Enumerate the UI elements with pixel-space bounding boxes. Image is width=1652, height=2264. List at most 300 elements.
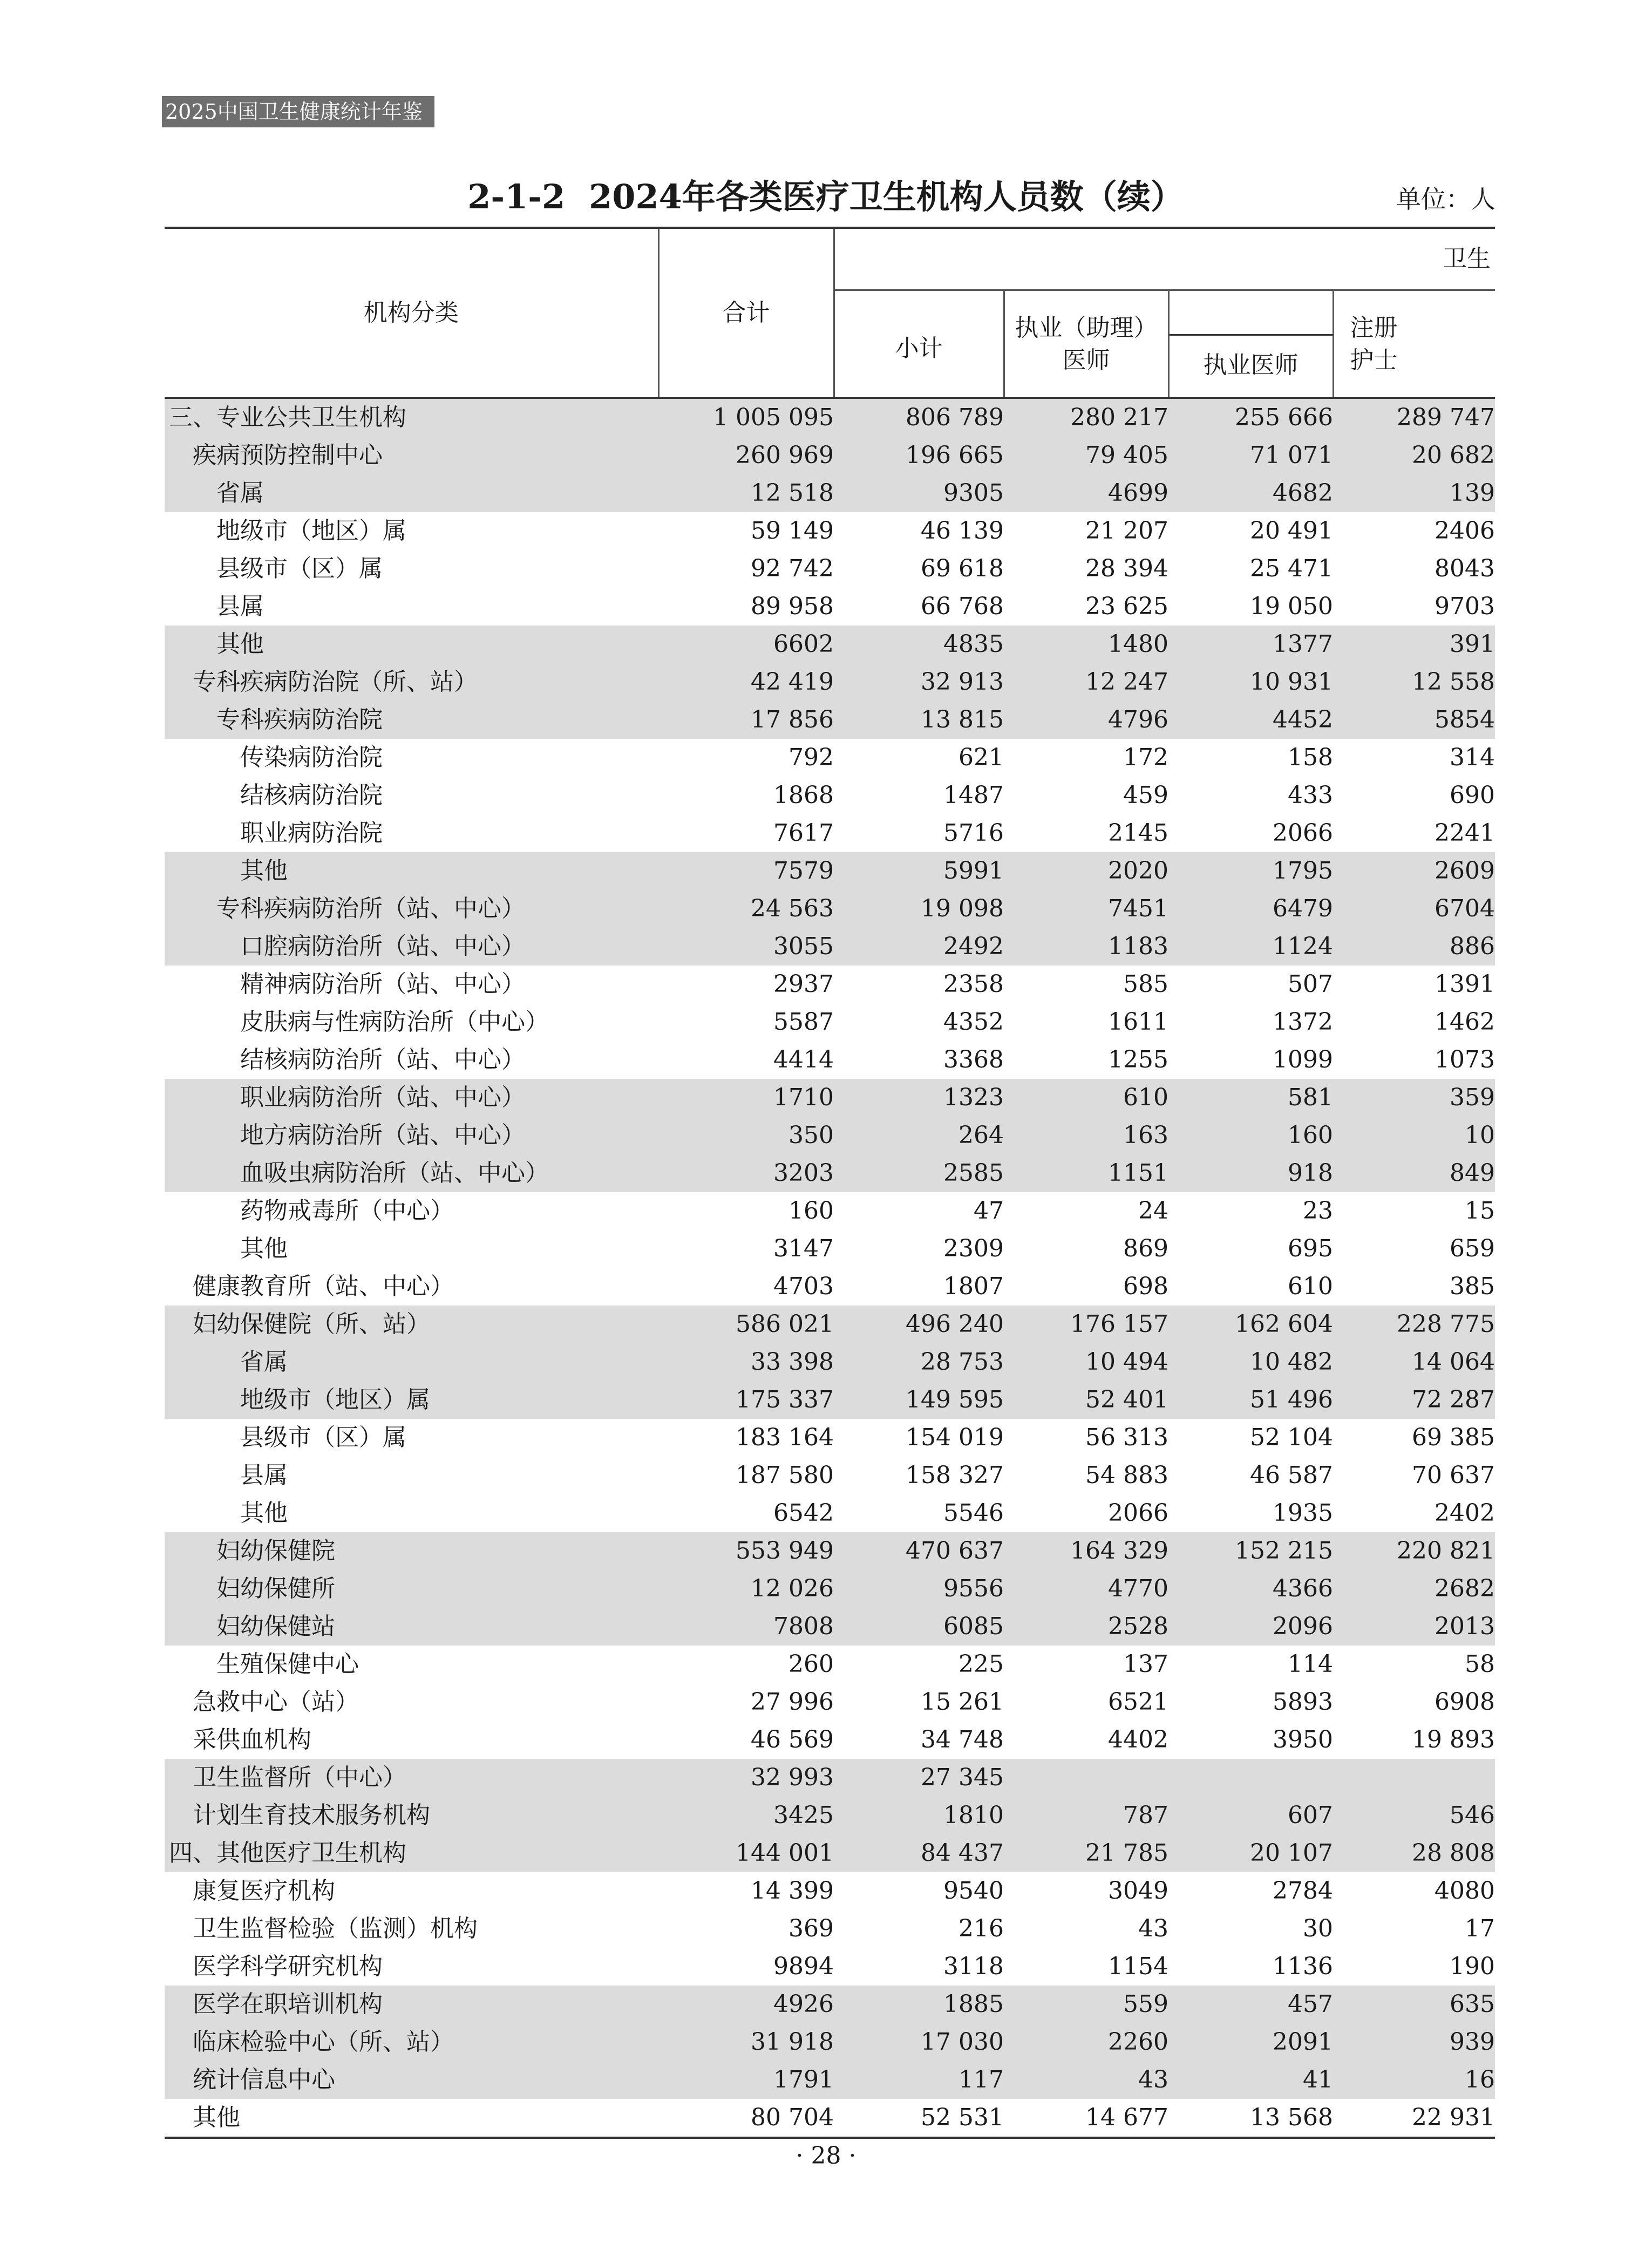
cell-subtotal: 13 815 <box>834 701 1004 739</box>
cell-licensed-physician: 4682 <box>1168 474 1333 512</box>
cell-physician: 4770 <box>1004 1570 1168 1608</box>
cell-licensed-physician: 4452 <box>1168 701 1333 739</box>
cell-total: 80 704 <box>658 2099 834 2138</box>
cell-total: 1868 <box>773 781 834 809</box>
row-category: 皮肤病与性病防治所（中心） <box>240 1008 549 1036</box>
table-row <box>165 1721 1495 1759</box>
cell-physician: 2260 <box>1004 2023 1168 2061</box>
row-category: 采供血机构 <box>193 1726 311 1753</box>
cell-physician: 280 217 <box>1004 398 1168 437</box>
row-category: 省属 <box>165 1343 658 1381</box>
cell-subtotal: 117 <box>834 2061 1004 2099</box>
cell-nurse: 190 <box>1450 1953 1495 1980</box>
cell-physician: 1154 <box>1108 1953 1168 1980</box>
cell-licensed-physician: 610 <box>1288 1273 1333 1300</box>
cell-subtotal: 806 789 <box>834 398 1004 437</box>
cell-total: 7579 <box>658 852 834 890</box>
cell-subtotal: 46 139 <box>921 517 1004 545</box>
row-category: 医学在职培训机构 <box>165 1986 658 2023</box>
cell-subtotal: 9540 <box>943 1877 1004 1905</box>
cell-total: 89 958 <box>751 593 834 620</box>
cell-nurse: 1391 <box>1435 970 1495 998</box>
cell-licensed-physician: 918 <box>1168 1154 1333 1192</box>
cell-licensed-physician: 114 <box>1288 1650 1333 1678</box>
cell-nurse: 70 637 <box>1412 1461 1495 1489</box>
row-category: 医学科学研究机构 <box>193 1953 383 1980</box>
cell-physician: 559 <box>1004 1986 1168 2023</box>
cell-licensed-physician: 1935 <box>1273 1499 1333 1527</box>
cell-total: 4926 <box>658 1986 834 2023</box>
row-category: 结核病防治院 <box>240 781 383 809</box>
table-row <box>165 1683 1495 1721</box>
cell-subtotal: 84 437 <box>834 1834 1004 1872</box>
cell-total: 4703 <box>773 1273 834 1300</box>
cell-total: 7617 <box>773 819 834 847</box>
table-row <box>165 1381 1495 1419</box>
row-category: 省属 <box>165 474 658 512</box>
cell-licensed-physician: 1372 <box>1273 1008 1333 1036</box>
cell-nurse: 6704 <box>1333 890 1495 928</box>
cell-physician: 610 <box>1004 1079 1168 1117</box>
cell-licensed-physician: 255 666 <box>1168 398 1333 437</box>
row-category: 卫生监督检验（监测）机构 <box>193 1915 478 1942</box>
cell-physician: 459 <box>1123 781 1168 809</box>
row-category: 专科疾病防治院 <box>165 701 658 739</box>
cell-total: 7808 <box>658 1608 834 1646</box>
cell-subtotal: 2585 <box>834 1154 1004 1192</box>
header-health-group: 卫生 <box>834 228 1495 290</box>
cell-licensed-physician: 152 215 <box>1168 1532 1333 1570</box>
cell-licensed-physician: 41 <box>1168 2061 1333 2099</box>
cell-physician: 176 157 <box>1004 1306 1168 1343</box>
row-category: 结核病防治所（站、中心） <box>240 1046 525 1073</box>
cell-nurse: 9703 <box>1435 593 1495 620</box>
row-category: 临床检验中心（所、站） <box>165 2023 658 2061</box>
cell-total: 1791 <box>658 2061 834 2099</box>
cell-nurse: 546 <box>1333 1797 1495 1834</box>
cell-nurse: 22 931 <box>1333 2099 1495 2138</box>
cell-physician: 1183 <box>1004 928 1168 966</box>
cell-nurse: 16 <box>1333 2061 1495 2099</box>
cell-licensed-physician: 158 <box>1288 744 1333 771</box>
cell-nurse: 220 821 <box>1333 1532 1495 1570</box>
cell-total: 17 856 <box>658 701 834 739</box>
cell-physician: 43 <box>1004 2061 1168 2099</box>
cell-subtotal: 9556 <box>834 1570 1004 1608</box>
cell-nurse: 2406 <box>1435 517 1495 545</box>
table-row <box>165 739 1495 777</box>
cell-nurse: 15 <box>1465 1197 1495 1225</box>
table-row <box>165 2023 1495 2061</box>
cell-total: 183 164 <box>736 1424 834 1451</box>
cell-licensed-physician: 433 <box>1288 781 1333 809</box>
cell-subtotal: 4352 <box>943 1008 1004 1036</box>
cell-nurse: 2682 <box>1333 1570 1495 1608</box>
cell-licensed-physician: 30 <box>1303 1915 1333 1942</box>
table-row <box>165 1797 1495 1834</box>
row-category: 其他 <box>165 626 658 663</box>
table-row <box>165 437 1495 474</box>
row-category: 康复医疗机构 <box>193 1877 335 1905</box>
row-category: 其他 <box>240 1499 288 1527</box>
cell-licensed-physician: 52 104 <box>1250 1424 1333 1451</box>
cell-licensed-physician: 695 <box>1288 1235 1333 1262</box>
cell-nurse: 849 <box>1333 1154 1495 1192</box>
cell-nurse: 17 <box>1465 1915 1495 1942</box>
cell-physician: 1611 <box>1108 1008 1168 1036</box>
header-nurse-line2: 护士 <box>1350 346 1398 374</box>
cell-nurse: 28 808 <box>1333 1834 1495 1872</box>
row-category: 传染病防治院 <box>240 744 383 771</box>
cell-subtotal: 3368 <box>943 1046 1004 1073</box>
table-row <box>165 1948 1495 1986</box>
cell-subtotal: 1885 <box>834 1986 1004 2023</box>
cell-subtotal: 149 595 <box>834 1381 1004 1419</box>
cell-subtotal: 5716 <box>943 819 1004 847</box>
table-row <box>165 512 1495 550</box>
table-row <box>165 1494 1495 1532</box>
cell-licensed-physician: 1124 <box>1168 928 1333 966</box>
cell-subtotal: 1810 <box>834 1797 1004 1834</box>
cell-licensed-physician: 162 604 <box>1168 1306 1333 1343</box>
cell-licensed-physician: 19 050 <box>1250 593 1333 620</box>
row-category: 专科疾病防治院（所、站） <box>165 663 658 701</box>
row-category: 口腔病防治所（站、中心） <box>165 928 658 966</box>
cell-licensed-physician: 20 107 <box>1168 1834 1333 1872</box>
table-row <box>165 1079 1495 1117</box>
cell-total: 3147 <box>773 1235 834 1262</box>
table-row <box>165 1003 1495 1041</box>
cell-physician: 163 <box>1004 1117 1168 1154</box>
row-category: 其他 <box>165 852 658 890</box>
cell-licensed-physician: 1377 <box>1168 626 1333 663</box>
table-row <box>165 1834 1495 1872</box>
table-row <box>165 1192 1495 1230</box>
cell-total: 160 <box>788 1197 834 1225</box>
cell-subtotal: 154 019 <box>906 1424 1004 1451</box>
table-title <box>324 175 1328 219</box>
cell-subtotal: 158 327 <box>906 1461 1004 1489</box>
cell-total: 46 569 <box>751 1726 834 1753</box>
header-physician-line2: 医师 <box>1062 346 1110 374</box>
cell-nurse: 10 <box>1333 1117 1495 1154</box>
cell-physician: 56 313 <box>1085 1424 1168 1451</box>
cell-nurse: 1462 <box>1435 1008 1495 1036</box>
header-subtotal: 小计 <box>834 290 1004 398</box>
cell-nurse: 939 <box>1333 2023 1495 2061</box>
cell-total: 144 001 <box>658 1834 834 1872</box>
table-row <box>165 890 1495 928</box>
header-category: 机构分类 <box>165 228 658 398</box>
table-row <box>165 1570 1495 1608</box>
cell-subtotal: 34 748 <box>921 1726 1004 1753</box>
cell-nurse <box>1333 1759 1495 1797</box>
cell-physician: 54 883 <box>1085 1461 1168 1489</box>
cell-physician: 585 <box>1123 970 1168 998</box>
row-category: 统计信息中心 <box>165 2061 658 2099</box>
cell-nurse: 359 <box>1333 1079 1495 1117</box>
cell-physician: 1255 <box>1108 1046 1168 1073</box>
cell-total: 1 005 095 <box>658 398 834 437</box>
cell-licensed-physician: 6479 <box>1168 890 1333 928</box>
cell-licensed-physician: 20 491 <box>1250 517 1333 545</box>
cell-licensed-physician: 10 931 <box>1168 663 1333 701</box>
cell-nurse: 2241 <box>1435 819 1495 847</box>
cell-nurse: 289 747 <box>1333 398 1495 437</box>
table-row <box>165 928 1495 966</box>
cell-nurse: 886 <box>1333 928 1495 966</box>
cell-licensed-physician: 51 496 <box>1168 1381 1333 1419</box>
row-category: 专科疾病防治所（站、中心） <box>165 890 658 928</box>
cell-licensed-physician: 46 587 <box>1250 1461 1333 1489</box>
table-row <box>165 1646 1495 1683</box>
cell-subtotal: 264 <box>834 1117 1004 1154</box>
cell-total: 33 398 <box>658 1343 834 1381</box>
cell-nurse: 139 <box>1333 474 1495 512</box>
row-category: 急救中心（站） <box>193 1688 359 1716</box>
yearbook-header-label: 2025中国卫生健康统计年鉴 <box>162 96 434 127</box>
cell-licensed-physician: 1795 <box>1168 852 1333 890</box>
cell-physician: 2145 <box>1108 819 1168 847</box>
cell-subtotal: 3118 <box>943 1953 1004 1980</box>
row-category: 地级市（地区）属 <box>216 517 406 545</box>
cell-licensed-physician: 2784 <box>1273 1877 1333 1905</box>
cell-total: 27 996 <box>751 1688 834 1716</box>
cell-total: 187 580 <box>736 1461 834 1489</box>
row-category: 县属 <box>240 1461 288 1489</box>
table-row <box>165 1230 1495 1268</box>
cell-subtotal: 2309 <box>943 1235 1004 1262</box>
cell-total: 59 149 <box>751 517 834 545</box>
header-total: 合计 <box>658 228 834 398</box>
table-title-text: 2024年各类医疗卫生机构人员数（续） <box>589 177 1184 216</box>
cell-nurse: 58 <box>1465 1650 1495 1678</box>
cell-total: 4414 <box>773 1046 834 1073</box>
cell-physician: 137 <box>1123 1650 1168 1678</box>
row-category: 妇幼保健所 <box>165 1570 658 1608</box>
cell-physician: 698 <box>1123 1273 1168 1300</box>
cell-total: 350 <box>658 1117 834 1154</box>
cell-total: 24 563 <box>658 890 834 928</box>
cell-nurse: 1073 <box>1435 1046 1495 1073</box>
row-category: 精神病防治所（站、中心） <box>240 970 525 998</box>
cell-subtotal: 2358 <box>943 970 1004 998</box>
row-category: 职业病防治所（站、中心） <box>165 1079 658 1117</box>
cell-subtotal: 28 753 <box>834 1343 1004 1381</box>
cell-nurse: 228 775 <box>1333 1306 1495 1343</box>
cell-subtotal: 2492 <box>834 928 1004 966</box>
row-category: 计划生育技术服务机构 <box>165 1797 658 1834</box>
row-category: 地级市（地区）属 <box>165 1381 658 1419</box>
row-category: 血吸虫病防治所（站、中心） <box>165 1154 658 1192</box>
cell-subtotal: 52 531 <box>834 2099 1004 2138</box>
table-row <box>165 852 1495 890</box>
table-row <box>165 550 1495 588</box>
row-category: 四、其他医疗卫生机构 <box>165 1834 658 1872</box>
cell-subtotal: 19 098 <box>834 890 1004 928</box>
cell-total: 3055 <box>658 928 834 966</box>
cell-nurse: 6908 <box>1435 1688 1495 1716</box>
row-category: 卫生监督所（中心） <box>165 1759 658 1797</box>
cell-physician: 12 247 <box>1004 663 1168 701</box>
cell-subtotal: 69 618 <box>921 555 1004 582</box>
cell-nurse: 8043 <box>1435 555 1495 582</box>
statistics-table <box>165 227 1495 2139</box>
cell-licensed-physician: 2066 <box>1273 819 1333 847</box>
cell-subtotal: 5991 <box>834 852 1004 890</box>
cell-licensed-physician: 581 <box>1168 1079 1333 1117</box>
cell-total: 92 742 <box>751 555 834 582</box>
cell-subtotal: 1807 <box>943 1273 1004 1300</box>
cell-physician <box>1004 1759 1168 1797</box>
table-body <box>165 398 1495 2138</box>
header-physician-line1: 执业（助理） <box>1015 314 1158 342</box>
header-nurse <box>1333 290 1495 398</box>
cell-subtotal: 27 345 <box>834 1759 1004 1797</box>
cell-physician: 2020 <box>1004 852 1168 890</box>
row-category: 其他 <box>240 1235 288 1262</box>
cell-physician: 172 <box>1123 744 1168 771</box>
cell-nurse: 391 <box>1333 626 1495 663</box>
row-category: 妇幼保健院 <box>165 1532 658 1570</box>
cell-total: 586 021 <box>658 1306 834 1343</box>
cell-total: 42 419 <box>658 663 834 701</box>
table-row <box>165 1986 1495 2023</box>
cell-physician: 4402 <box>1108 1726 1168 1753</box>
cell-physician: 79 405 <box>1004 437 1168 474</box>
row-category: 地方病防治所（站、中心） <box>165 1117 658 1154</box>
cell-total: 9894 <box>773 1953 834 1980</box>
cell-licensed-physician: 4366 <box>1168 1570 1333 1608</box>
cell-licensed-physician: 25 471 <box>1250 555 1333 582</box>
cell-subtotal: 1323 <box>834 1079 1004 1117</box>
cell-licensed-physician: 71 071 <box>1168 437 1333 474</box>
row-category: 药物戒毒所（中心） <box>240 1197 454 1225</box>
cell-physician: 28 394 <box>1085 555 1168 582</box>
cell-nurse: 659 <box>1450 1235 1495 1262</box>
cell-total: 31 918 <box>658 2023 834 2061</box>
cell-licensed-physician: 607 <box>1168 1797 1333 1834</box>
table-row <box>165 1910 1495 1948</box>
cell-total: 32 993 <box>658 1759 834 1797</box>
table-row <box>165 814 1495 852</box>
cell-total: 12 518 <box>658 474 834 512</box>
table-row <box>165 966 1495 1003</box>
cell-nurse: 2402 <box>1435 1499 1495 1527</box>
cell-subtotal: 66 768 <box>921 593 1004 620</box>
table-row <box>165 1532 1495 1570</box>
cell-physician: 4699 <box>1004 474 1168 512</box>
cell-licensed-physician: 23 <box>1303 1197 1333 1225</box>
header-licensed-physician-label: 执业医师 <box>1170 334 1333 397</box>
table-row <box>165 1343 1495 1381</box>
cell-nurse: 635 <box>1333 1986 1495 2023</box>
row-category: 妇幼保健站 <box>165 1608 658 1646</box>
cell-licensed-physician: 1099 <box>1273 1046 1333 1073</box>
cell-physician: 164 329 <box>1004 1532 1168 1570</box>
cell-total: 14 399 <box>751 1877 834 1905</box>
cell-nurse: 69 385 <box>1412 1424 1495 1451</box>
cell-nurse: 385 <box>1450 1273 1495 1300</box>
cell-total: 6602 <box>658 626 834 663</box>
table-row <box>165 1117 1495 1154</box>
cell-total: 2937 <box>773 970 834 998</box>
cell-total: 1710 <box>658 1079 834 1117</box>
header-licensed-physician <box>1168 290 1333 398</box>
cell-nurse: 19 893 <box>1412 1726 1495 1753</box>
table-row <box>165 663 1495 701</box>
cell-total: 175 337 <box>658 1381 834 1419</box>
row-category: 县属 <box>216 593 264 620</box>
table-row <box>165 474 1495 512</box>
table-row <box>165 2061 1495 2099</box>
cell-subtotal: 5546 <box>943 1499 1004 1527</box>
table-row <box>165 1041 1495 1079</box>
cell-physician: 23 625 <box>1085 593 1168 620</box>
unit-label: 单位：人 <box>1396 185 1495 214</box>
cell-subtotal: 1487 <box>943 781 1004 809</box>
cell-subtotal: 17 030 <box>834 2023 1004 2061</box>
cell-licensed-physician: 507 <box>1288 970 1333 998</box>
cell-licensed-physician: 1136 <box>1273 1953 1333 1980</box>
cell-subtotal: 225 <box>958 1650 1004 1678</box>
cell-nurse: 2609 <box>1333 852 1495 890</box>
table-row <box>165 1419 1495 1457</box>
table-row <box>165 1872 1495 1910</box>
cell-subtotal: 47 <box>974 1197 1004 1225</box>
cell-nurse: 14 064 <box>1333 1343 1495 1381</box>
cell-physician: 43 <box>1138 1915 1168 1942</box>
cell-nurse: 20 682 <box>1333 437 1495 474</box>
row-category: 三、专业公共卫生机构 <box>165 398 658 437</box>
table-row <box>165 1759 1495 1797</box>
table-row <box>165 1608 1495 1646</box>
table-row <box>165 777 1495 814</box>
table-row <box>165 1457 1495 1494</box>
cell-subtotal: 496 240 <box>834 1306 1004 1343</box>
cell-licensed-physician: 10 482 <box>1168 1343 1333 1381</box>
cell-physician: 1480 <box>1004 626 1168 663</box>
row-category: 健康教育所（站、中心） <box>193 1273 454 1300</box>
cell-physician: 14 677 <box>1004 2099 1168 2138</box>
cell-subtotal: 32 913 <box>834 663 1004 701</box>
cell-nurse: 314 <box>1450 744 1495 771</box>
row-category: 其他 <box>165 2099 658 2138</box>
cell-subtotal: 15 261 <box>921 1688 1004 1716</box>
cell-physician: 6521 <box>1108 1688 1168 1716</box>
row-category: 县级市（区）属 <box>216 555 383 582</box>
cell-nurse: 72 287 <box>1333 1381 1495 1419</box>
cell-total: 792 <box>788 744 834 771</box>
table-row <box>165 701 1495 739</box>
table-row <box>165 1268 1495 1306</box>
cell-licensed-physician: 13 568 <box>1168 2099 1333 2138</box>
row-category: 生殖保健中心 <box>216 1650 359 1678</box>
cell-physician: 7451 <box>1004 890 1168 928</box>
row-category: 疾病预防控制中心 <box>165 437 658 474</box>
cell-physician: 2528 <box>1004 1608 1168 1646</box>
cell-subtotal: 4835 <box>834 626 1004 663</box>
table-row <box>165 1154 1495 1192</box>
cell-total: 3425 <box>658 1797 834 1834</box>
cell-licensed-physician: 160 <box>1168 1117 1333 1154</box>
cell-physician: 869 <box>1123 1235 1168 1262</box>
cell-physician: 787 <box>1004 1797 1168 1834</box>
table-number: 2-1-2 <box>467 177 566 216</box>
cell-licensed-physician <box>1168 1759 1333 1797</box>
cell-physician: 1151 <box>1004 1154 1168 1192</box>
cell-total: 3203 <box>658 1154 834 1192</box>
